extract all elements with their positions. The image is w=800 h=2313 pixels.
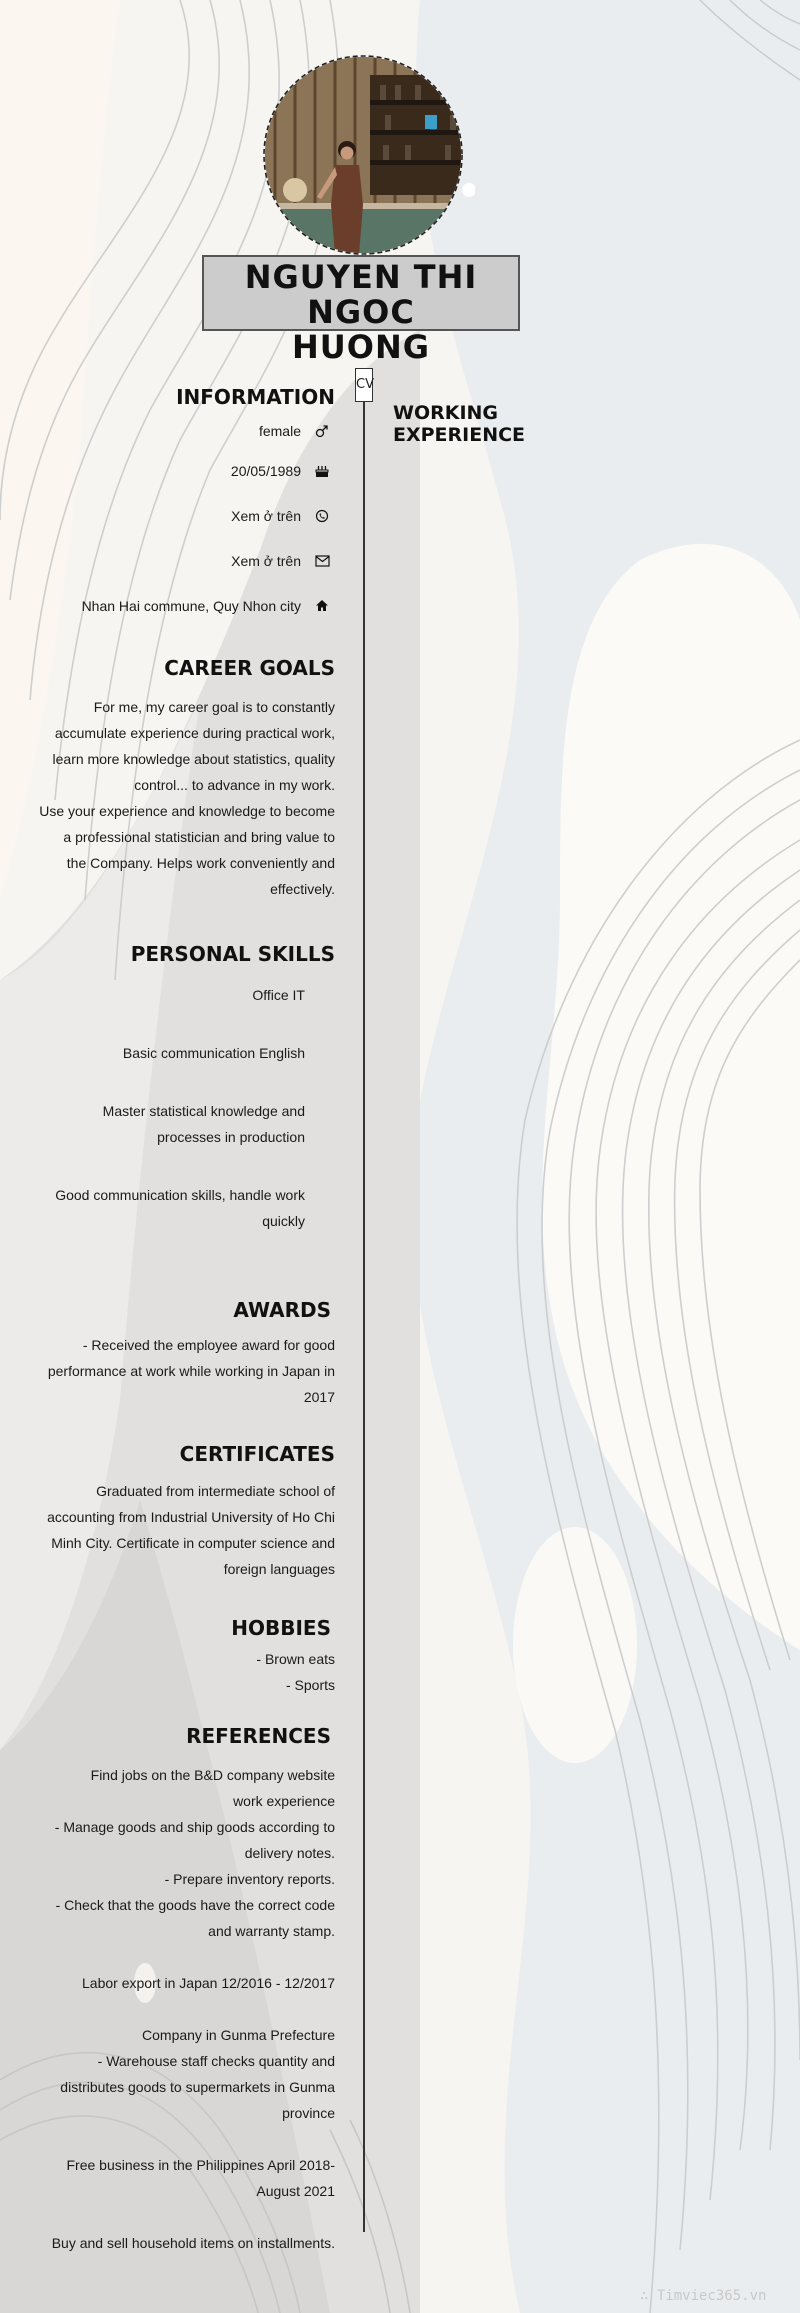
certificates-line: foreign languages [223, 1561, 335, 1577]
certificates-line: Graduated from intermediate school of [96, 1483, 335, 1499]
hobbies-section [30, 1616, 335, 1698]
reference-block [30, 2230, 335, 2256]
info-email [30, 538, 335, 583]
phone-icon [313, 507, 331, 525]
personal-skills-section [30, 942, 335, 1234]
timeline-line [363, 394, 365, 2232]
reference-line: Labor export in Japan 12/2016 - 12/2017 [82, 1975, 335, 1991]
personal-skills-title: PERSONAL SKILLS [130, 942, 335, 966]
awards-section [30, 1298, 335, 1410]
info-birthday [30, 448, 335, 493]
watermark [640, 2288, 766, 2304]
skill-item-line: processes in production [157, 1129, 305, 1145]
skill-item [30, 982, 335, 1008]
reference-line: - Check that the goods have the correct code [55, 1897, 335, 1913]
full-name-line-2: HUONG [291, 328, 430, 366]
watermark-text: Timviec365.vn [656, 2288, 767, 2304]
watermark-logo-icon: ∴ [640, 2288, 657, 2304]
reference-line: delivery notes. [244, 1845, 335, 1861]
career-goals-title: CAREER GOALS [164, 656, 335, 680]
profile-photo-icon [255, 55, 475, 260]
gender-value: female [258, 422, 301, 439]
email-icon [313, 552, 331, 570]
reference-block [30, 1762, 335, 1944]
references-title: REFERENCES [186, 1724, 331, 1748]
reference-line: Company in Gunma Prefecture [142, 2027, 335, 2043]
home-icon [313, 597, 331, 615]
info-gender [30, 413, 335, 448]
skill-item-line: Good communication skills, handle work [55, 1187, 305, 1203]
info-address [30, 583, 335, 628]
birthday-cake-icon [313, 462, 331, 480]
information-title: INFORMATION [176, 385, 335, 409]
reference-block [30, 2022, 335, 2126]
reference-line: - Manage goods and ship goods according to [54, 1819, 335, 1835]
skill-item-line: Basic communication English [122, 1045, 305, 1061]
career-goals-line: effectively. [270, 881, 335, 897]
reference-line: and warranty stamp. [208, 1923, 335, 1939]
certificates-section [30, 1442, 335, 1582]
gender-icon [313, 422, 331, 440]
information-section [30, 385, 335, 628]
address-value: Nhan Hai commune, Quy Nhon city [81, 597, 301, 614]
certificates-line: Minh City. Certificate in computer science and [51, 1535, 335, 1551]
reference-line: Buy and sell household items on installments. [51, 2235, 335, 2251]
career-goals-line: learn more knowledge about statistics, quality [52, 751, 335, 767]
cv-badge: CV [355, 368, 373, 402]
working-experience-title [393, 402, 593, 446]
phone-value: Xem ở trên [231, 507, 301, 524]
career-goals-line: Use your experience and knowledge to become [39, 803, 335, 819]
career-goals-line: accumulate experience during practical work, [54, 725, 335, 741]
left-column [30, 385, 335, 2256]
career-goals-line: For me, my career goal is to constantly [93, 699, 335, 715]
references-section [30, 1724, 335, 2256]
avatar [255, 55, 475, 260]
reference-line: Free business in the Philippines April 2018- [66, 2157, 335, 2173]
reference-line: work experience [233, 1793, 335, 1809]
reference-line: distributes goods to supermarkets in Gunma [60, 2079, 335, 2095]
awards-line: performance at work while working in Japan in [47, 1363, 335, 1379]
career-goals-line: a professional statistician and bring value to [63, 829, 335, 845]
certificates-line: accounting from Industrial University of Ho Chi [47, 1509, 335, 1525]
working-experience-title-line-1: WORKING [393, 402, 499, 424]
skill-item [30, 1182, 335, 1234]
birthday-value: 20/05/1989 [230, 462, 301, 479]
hobbies-line: - Brown eats [256, 1651, 335, 1667]
skill-item-line: quickly [262, 1213, 305, 1229]
career-goals-line: control... to advance in my work. [134, 777, 335, 793]
skill-item-line: Master statistical knowledge and [102, 1103, 305, 1119]
reference-line: - Warehouse staff checks quantity and [97, 2053, 335, 2069]
career-goals-line: the Company. Helps work conveniently and [66, 855, 335, 871]
full-name-line-1: NGUYEN THI NGOC [244, 258, 478, 331]
name-box [202, 255, 520, 366]
reference-line: - Prepare inventory reports. [164, 1871, 335, 1887]
skill-item [30, 1098, 335, 1150]
reference-line: province [282, 2105, 335, 2121]
reference-block [30, 1970, 335, 1996]
reference-line: Find jobs on the B&D company website [90, 1767, 335, 1783]
info-phone [30, 493, 335, 538]
awards-line: 2017 [303, 1389, 335, 1405]
email-value: Xem ở trên [231, 552, 301, 569]
skill-item [30, 1040, 335, 1066]
reference-block [30, 2152, 335, 2204]
awards-title: AWARDS [233, 1298, 331, 1322]
hobbies-line: - Sports [285, 1677, 335, 1693]
certificates-title: CERTIFICATES [179, 1442, 335, 1466]
working-experience-title-line-2: EXPERIENCE [393, 424, 526, 446]
reference-line: August 2021 [256, 2183, 335, 2199]
awards-line: - Received the employee award for good [82, 1337, 335, 1353]
hobbies-title: HOBBIES [231, 1616, 331, 1640]
skill-item-line: Office IT [252, 987, 305, 1003]
career-goals-section [30, 656, 335, 902]
